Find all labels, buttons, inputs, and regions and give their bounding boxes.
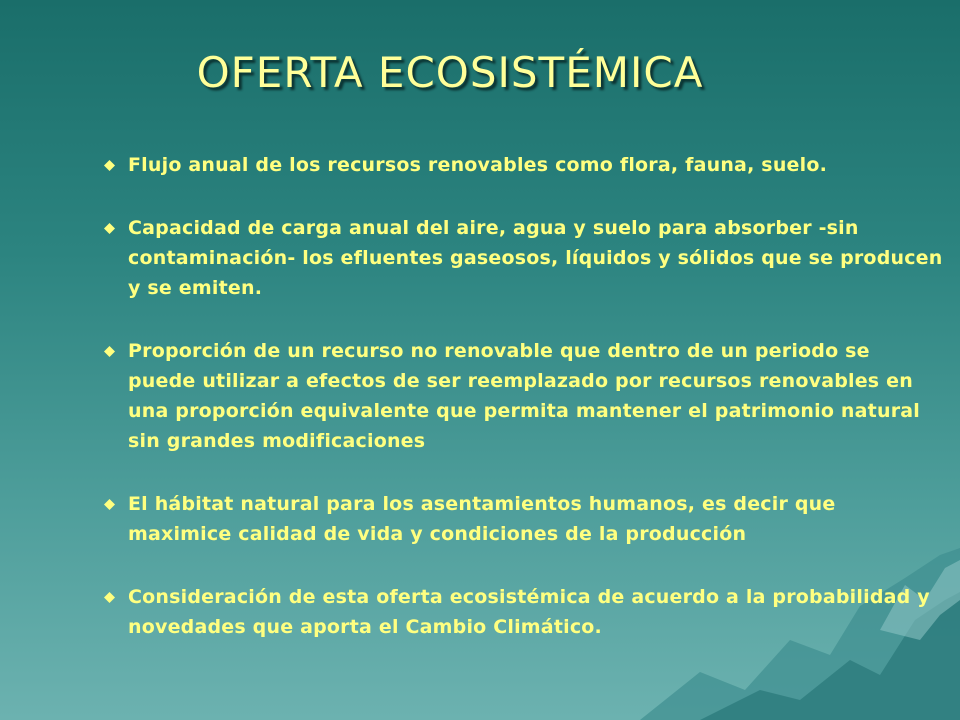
bullet-text: El hábitat natural para los asentamientos humanos, es decir que maximice calidad de vida y condiciones de la producción xyxy=(128,493,836,545)
diamond-bullet-icon xyxy=(104,592,115,603)
bullet-item xyxy=(104,489,944,549)
diamond-bullet-icon xyxy=(104,499,115,510)
bullet-item xyxy=(104,213,944,303)
bullet-item xyxy=(104,336,944,456)
bullet-list xyxy=(104,150,944,675)
bullet-text: Proporción de un recurso no renovable que dentro de un periodo se puede utilizar a efectos de ser reemplazado por recursos renovables en una proporción equivalente que permita mantener el patrimonio natural sin grandes modificaciones xyxy=(128,340,920,452)
bullet-text: Consideración de esta oferta ecosistémica de acuerdo a la probabilidad y novedades que aporta el Cambio Climático. xyxy=(128,586,930,638)
bullet-text: Flujo anual de los recursos renovables como flora, fauna, suelo. xyxy=(128,154,828,176)
diamond-bullet-icon xyxy=(104,346,115,357)
slide-title: OFERTA ECOSISTÉMICA xyxy=(196,48,704,97)
diamond-bullet-icon xyxy=(104,160,115,171)
diamond-bullet-icon xyxy=(104,223,115,234)
bullet-item xyxy=(104,582,944,642)
bullet-item xyxy=(104,150,944,180)
bullet-text: Capacidad de carga anual del aire, agua y suelo para absorber -sin contaminación- los efluentes gaseosos, líquidos y sólidos que se producen y se emiten. xyxy=(128,217,943,299)
